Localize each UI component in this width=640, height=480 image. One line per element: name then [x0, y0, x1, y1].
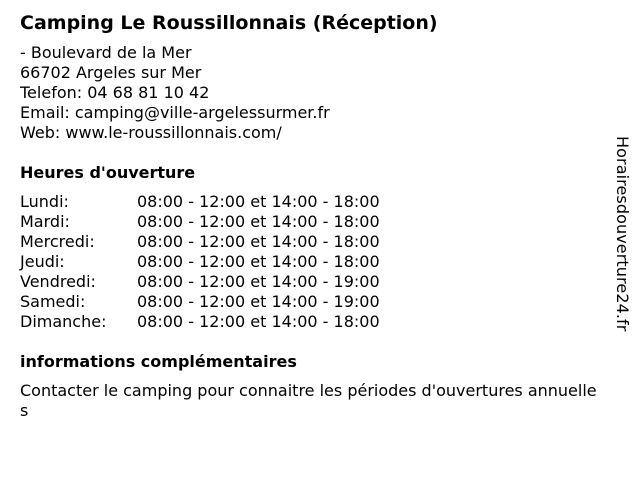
hours-day: Mardi: — [20, 212, 70, 231]
hours-day: Jeudi: — [20, 252, 65, 271]
hours-day: Mercredi: — [20, 232, 95, 251]
hours-time: 08:00 - 12:00 et 14:00 - 18:00 — [137, 252, 380, 271]
hours-row — [20, 272, 380, 292]
address-city: 66702 Argeles sur Mer — [20, 63, 202, 82]
phone-text: Telefon: 04 68 81 10 42 — [20, 83, 210, 102]
hours-row — [20, 252, 380, 272]
hours-time: 08:00 - 12:00 et 14:00 - 18:00 — [137, 232, 380, 251]
hours-row — [20, 212, 380, 232]
hours-row — [20, 232, 380, 252]
info-text: Contacter le camping pour connaitre les périodes d'ouvertures annuelles — [20, 381, 597, 420]
listing-card — [20, 10, 610, 421]
hours-day: Dimanche: — [20, 312, 107, 331]
hours-time: 08:00 - 12:00 et 14:00 - 19:00 — [137, 272, 380, 291]
hours-time: 08:00 - 12:00 et 14:00 - 19:00 — [137, 292, 380, 311]
hours-row — [20, 192, 380, 212]
hours-time: 08:00 - 12:00 et 14:00 - 18:00 — [137, 192, 380, 211]
hours-day: Vendredi: — [20, 272, 96, 291]
web-text: Web: www.le-roussillonnais.com/ — [20, 123, 282, 142]
hours-heading: Heures d'ouverture — [20, 163, 196, 182]
hours-time: 08:00 - 12:00 et 14:00 - 18:00 — [137, 312, 380, 331]
address-street: - Boulevard de la Mer — [20, 43, 192, 62]
hours-row — [20, 292, 380, 312]
hours-time: 08:00 - 12:00 et 14:00 - 18:00 — [137, 212, 380, 231]
page-title: Camping Le Roussillonnais (Réception) — [20, 12, 438, 34]
address-block — [20, 43, 610, 143]
site-watermark: Horairesdouverture24.fr — [613, 136, 632, 332]
info-heading: informations complémentaires — [20, 352, 297, 371]
hours-row — [20, 312, 380, 332]
hours-day: Lundi: — [20, 192, 69, 211]
email-text: Email: camping@ville-argelessurmer.fr — [20, 103, 330, 122]
hours-table — [20, 192, 380, 332]
hours-day: Samedi: — [20, 292, 86, 311]
